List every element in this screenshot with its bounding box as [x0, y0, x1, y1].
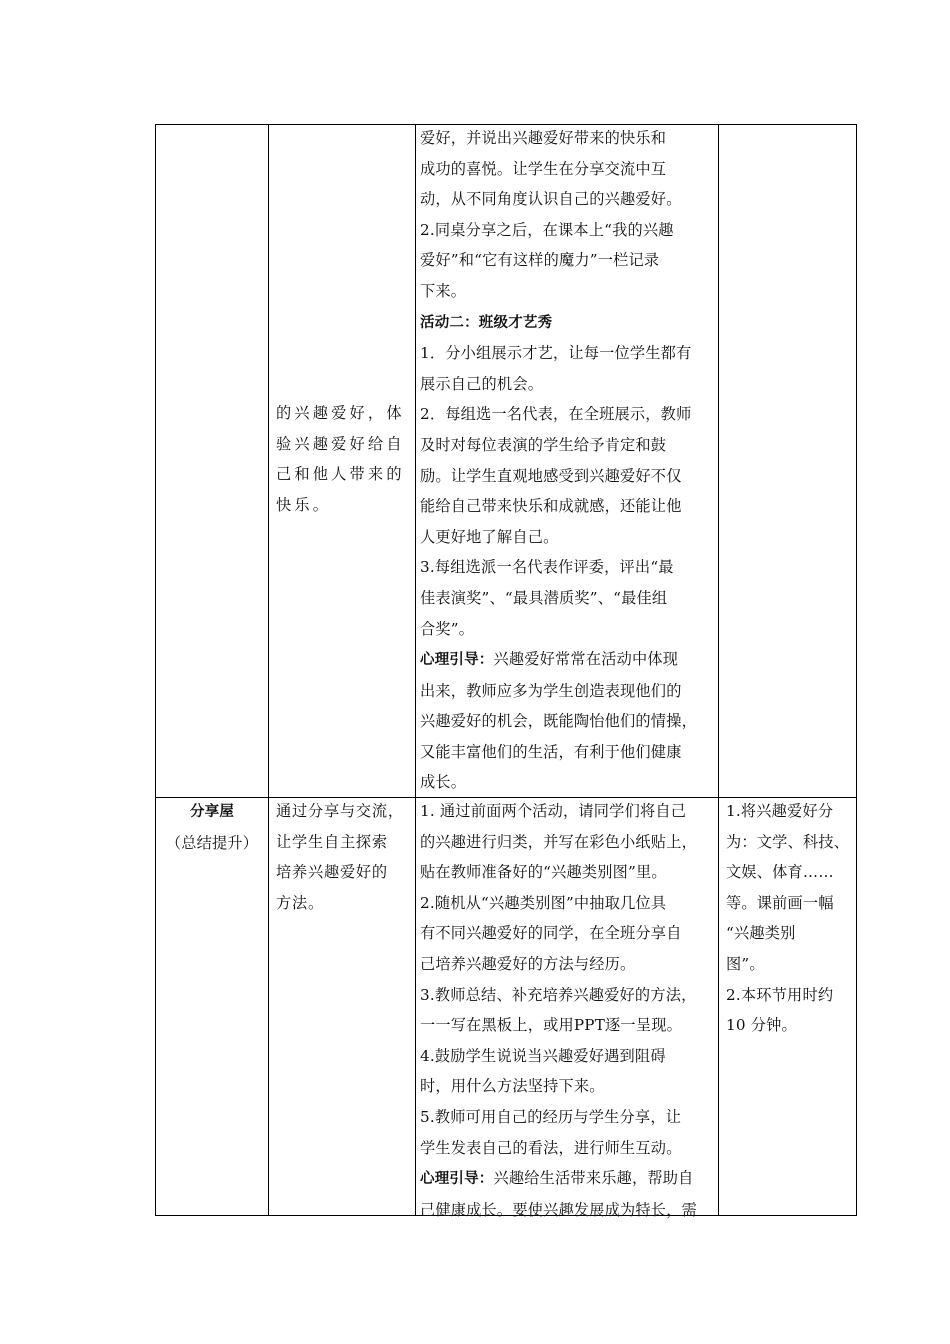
row2-activities	[420, 796, 712, 1225]
note-line: 等。课前画一幅	[726, 893, 834, 912]
objective-line: 让学生自主探索	[276, 832, 388, 851]
row2-notes	[726, 796, 852, 1041]
note-line: 2.本环节用时约	[726, 985, 834, 1004]
text-line: 的兴趣进行归类，并写在彩色小纸贴上，	[420, 832, 697, 851]
column-divider	[268, 125, 269, 1215]
objective-line: 的兴趣爱好，体	[276, 404, 405, 422]
text-line: 能给自己带来快乐和成就感，还能让他	[420, 497, 682, 516]
text-line: 及时对每位表演的学生给予肯定和鼓	[420, 435, 667, 454]
text-line: 出来，教师应多为学生创造表现他们的	[420, 681, 682, 700]
activity-heading	[420, 307, 712, 339]
column-divider	[718, 125, 719, 1215]
text-line: 2.随机从“兴趣类别图”中抽取几位具	[420, 893, 667, 912]
stage-title: 分享屋	[189, 804, 235, 820]
objective-line: 培养兴趣爱好的	[276, 863, 388, 882]
text-line: 1．分小组展示才艺，让每一位学生都有	[420, 344, 692, 363]
text-line: 爱好”和“它有这样的魔力”一栏记录	[420, 251, 660, 270]
objective-line: 己和他人带来的	[276, 465, 405, 484]
guidance-label: 心理引导：	[420, 652, 494, 669]
text-line: 展示自己的机会。	[420, 374, 544, 393]
text-line: 2．每组选一名代表，在全班展示，教师	[420, 405, 692, 424]
text-line: 励。让学生直观地感受到兴趣爱好不仅	[420, 466, 682, 485]
row2-stage	[156, 796, 268, 858]
objective-line: 快乐。	[276, 495, 332, 514]
text-line: 有不同兴趣爱好的同学，在全班分享自	[420, 924, 682, 943]
lesson-plan-table	[155, 124, 857, 1219]
guidance-line	[420, 644, 712, 676]
guidance-text: 兴趣爱好常常在活动中体现	[493, 650, 679, 669]
column-divider	[415, 125, 416, 1215]
text-line: 爱好，并说出兴趣爱好带来的快乐和	[420, 129, 667, 147]
objective-line: 验兴趣爱好给自	[276, 434, 405, 453]
text-line: 3.每组选派一名代表作评委，评出“最	[420, 558, 674, 577]
text-line: 成功的喜悦。让学生在分享交流中互	[420, 159, 667, 178]
text-line: 合奖”。	[420, 619, 475, 638]
stage-subtitle: （总结提升）	[165, 833, 259, 852]
text-line: 5.教师可用自己的经历与学生分享，让	[420, 1107, 682, 1126]
row1-activities	[420, 123, 712, 798]
text-line: 下来。	[420, 281, 467, 300]
text-line: 人更好地了解自己。	[420, 527, 559, 546]
note-line: 为：文学、科技、	[726, 832, 850, 851]
text-line: 4.鼓励学生说说当兴趣爱好遇到阻碍	[420, 1046, 666, 1065]
text-line: 学生发表自己的看法，进行师生互动。	[420, 1138, 682, 1157]
objective-line: 方法。	[276, 893, 324, 912]
text-line: 兴趣爱好的机会，既能陶怡他们的情操，	[420, 712, 697, 731]
row1-objective	[276, 398, 408, 520]
text-line: 又能丰富他们的生活，有利于他们健康	[420, 742, 682, 761]
note-line: 文娱、体育……	[726, 863, 834, 882]
text-line: 3.教师总结、补充培养兴趣爱好的方法，	[420, 985, 697, 1004]
text-line: 一一写在黑板上，或用PPT逐一呈现。	[420, 1016, 682, 1035]
note-line: 1.将兴趣爱好分	[726, 802, 834, 820]
text-line: 佳表演奖”、“最具潜质奖”、“最佳组	[420, 588, 668, 607]
text-line: 成长。	[420, 773, 467, 792]
text-line: 2.同桌分享之后，在课本上“我的兴趣	[420, 220, 674, 239]
text-line: 动，从不同角度认识自己的兴趣爱好。	[420, 190, 682, 209]
note-line: 图”。	[726, 954, 765, 973]
objective-line: 通过分享与交流，	[276, 802, 404, 820]
guidance-text: 兴趣给生活带来乐趣，帮助自	[493, 1169, 694, 1188]
guidance-line	[420, 1163, 712, 1195]
activity-heading-text: 活动二：班级才艺秀	[420, 314, 553, 331]
guidance-label: 心理引导：	[420, 1171, 494, 1188]
text-line: 己培养兴趣爱好的方法与经历。	[420, 954, 636, 973]
text-line: 贴在教师准备好的“兴趣类别图”里。	[420, 863, 667, 882]
note-line: “兴趣类别	[726, 924, 796, 943]
note-line: 10 分钟。	[726, 1016, 797, 1035]
text-line: 己健康成长。要使兴趣发展成为特长，需	[420, 1200, 697, 1219]
text-line: 1. 通过前面两个活动，请同学们将自己	[420, 802, 687, 820]
text-line: 时，用什么方法坚持下来。	[420, 1077, 605, 1096]
row2-objective	[276, 796, 408, 918]
